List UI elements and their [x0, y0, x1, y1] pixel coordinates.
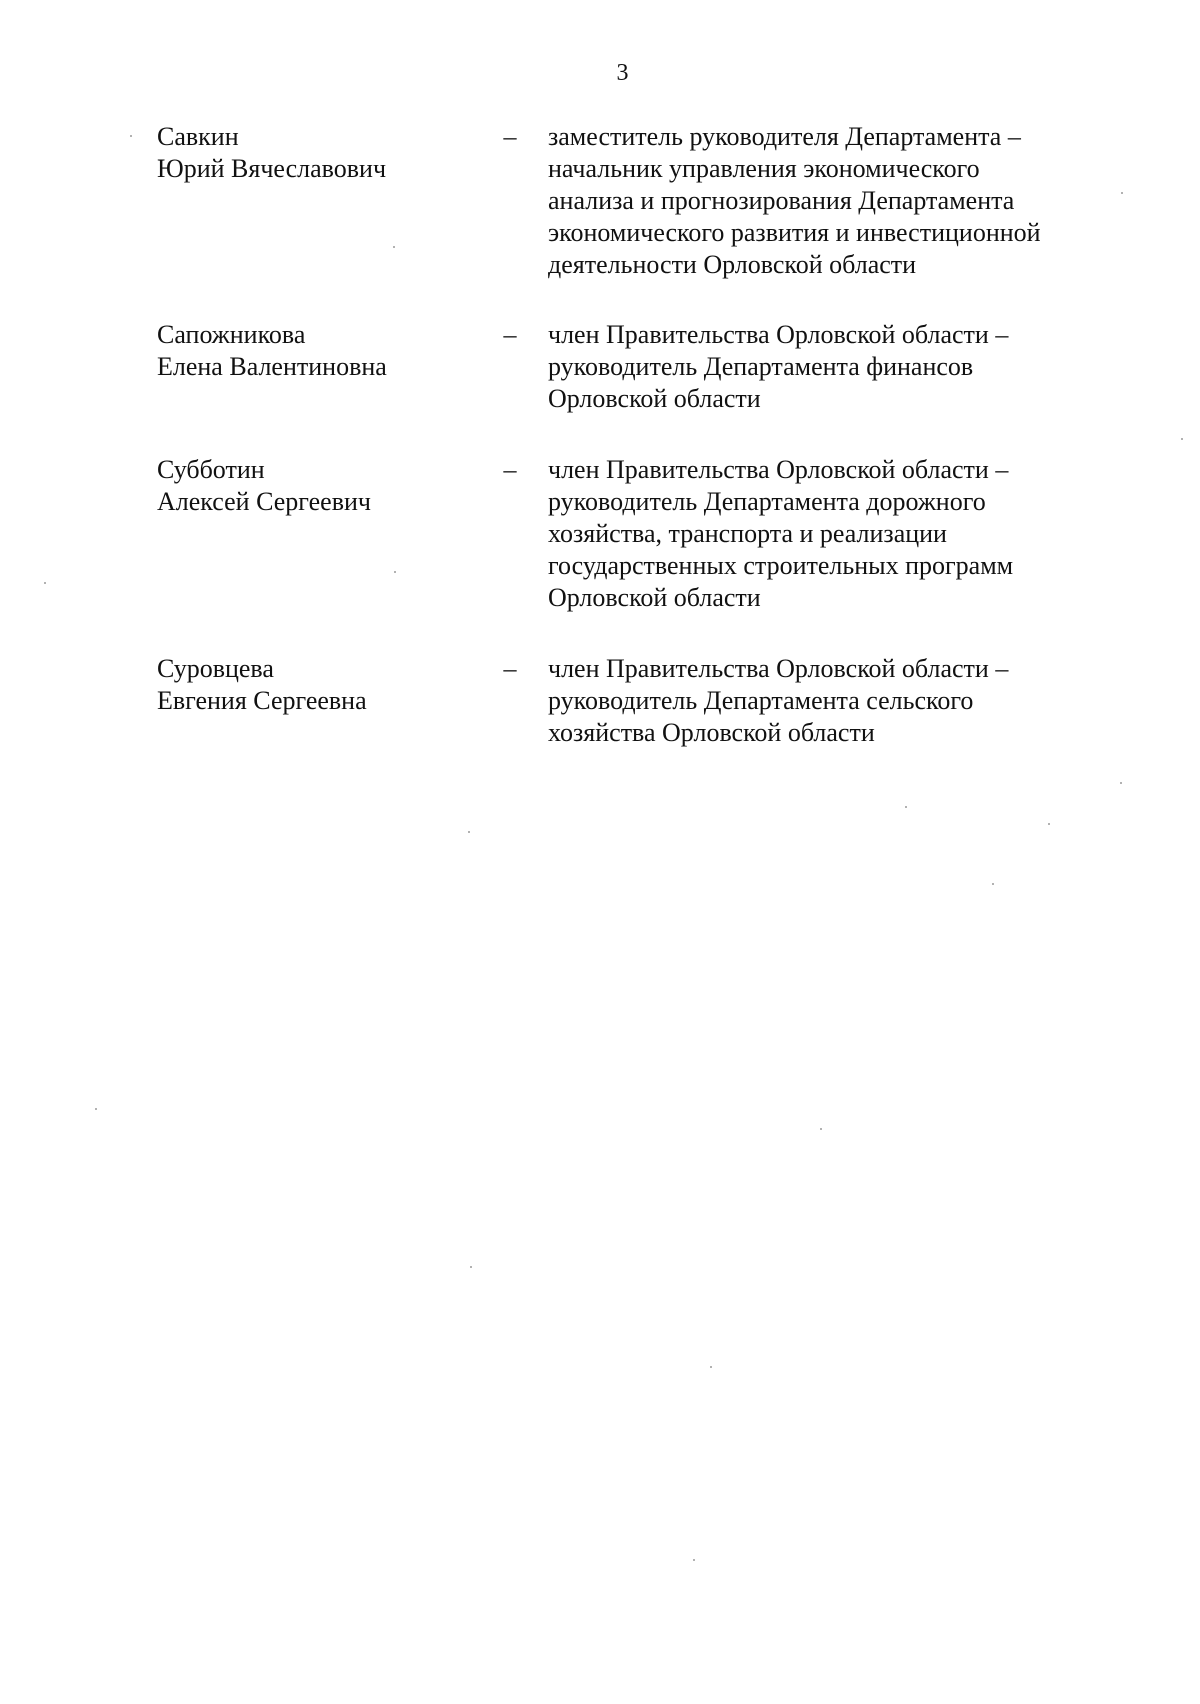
- position-line: заместитель руководителя Департамента –: [548, 122, 1021, 151]
- separator-dash: –: [503, 122, 517, 151]
- member-position: [548, 653, 1108, 749]
- scan-speck: [394, 571, 396, 573]
- position-line: руководитель Департамента финансов: [548, 352, 974, 381]
- scan-speck: [992, 883, 994, 885]
- position-line: руководитель Департамента дорожного: [548, 487, 986, 516]
- member-given-names: Елена Валентиновна: [157, 352, 387, 381]
- member-given-names: Алексей Сергеевич: [157, 487, 371, 516]
- position-line: член Правительства Орловской области –: [548, 320, 1009, 349]
- member-name: [157, 319, 457, 383]
- page-number: 3: [616, 60, 629, 86]
- scan-speck: [1120, 782, 1122, 784]
- position-line: анализа и прогнозирования Департамента: [548, 186, 1015, 215]
- scan-speck: [44, 582, 46, 584]
- member-given-names: Евгения Сергеевна: [157, 686, 367, 715]
- scan-speck: [1048, 823, 1050, 825]
- member-position: [548, 319, 1108, 415]
- member-name: [157, 653, 457, 717]
- position-line: начальник управления экономического: [548, 154, 980, 183]
- position-line: хозяйства, транспорта и реализации: [548, 519, 947, 548]
- scan-speck: [820, 1128, 822, 1130]
- position-line: член Правительства Орловской области –: [548, 455, 1009, 484]
- member-surname: Субботин: [157, 455, 265, 484]
- member-surname: Савкин: [157, 122, 239, 151]
- position-line: экономического развития и инвестиционной: [548, 218, 1041, 247]
- scan-speck: [693, 1559, 695, 1561]
- member-surname: Сапожникова: [157, 320, 306, 349]
- scan-speck: [130, 135, 132, 137]
- position-line: деятельности Орловской области: [548, 250, 917, 279]
- member-position: [548, 454, 1108, 614]
- scan-speck: [468, 831, 470, 833]
- position-line: хозяйства Орловской области: [548, 718, 875, 747]
- member-name: [157, 454, 457, 518]
- scan-speck: [1181, 438, 1183, 440]
- member-position: [548, 121, 1108, 281]
- scan-speck: [393, 246, 395, 248]
- member-given-names: Юрий Вячеславович: [157, 154, 387, 183]
- separator-dash: –: [503, 320, 517, 349]
- position-line: Орловской области: [548, 384, 761, 413]
- member-name: [157, 121, 457, 185]
- position-line: Орловской области: [548, 583, 761, 612]
- scan-speck: [905, 806, 907, 808]
- position-line: руководитель Департамента сельского: [548, 686, 974, 715]
- position-line: член Правительства Орловской области –: [548, 654, 1009, 683]
- separator-dash: –: [503, 654, 517, 683]
- scan-speck: [710, 1366, 712, 1368]
- member-surname: Суровцева: [157, 654, 274, 683]
- scan-speck: [1121, 192, 1123, 194]
- scan-speck: [95, 1108, 97, 1110]
- scan-speck: [470, 1266, 472, 1268]
- position-line: государственных строительных программ: [548, 551, 1014, 580]
- separator-dash: –: [503, 455, 517, 484]
